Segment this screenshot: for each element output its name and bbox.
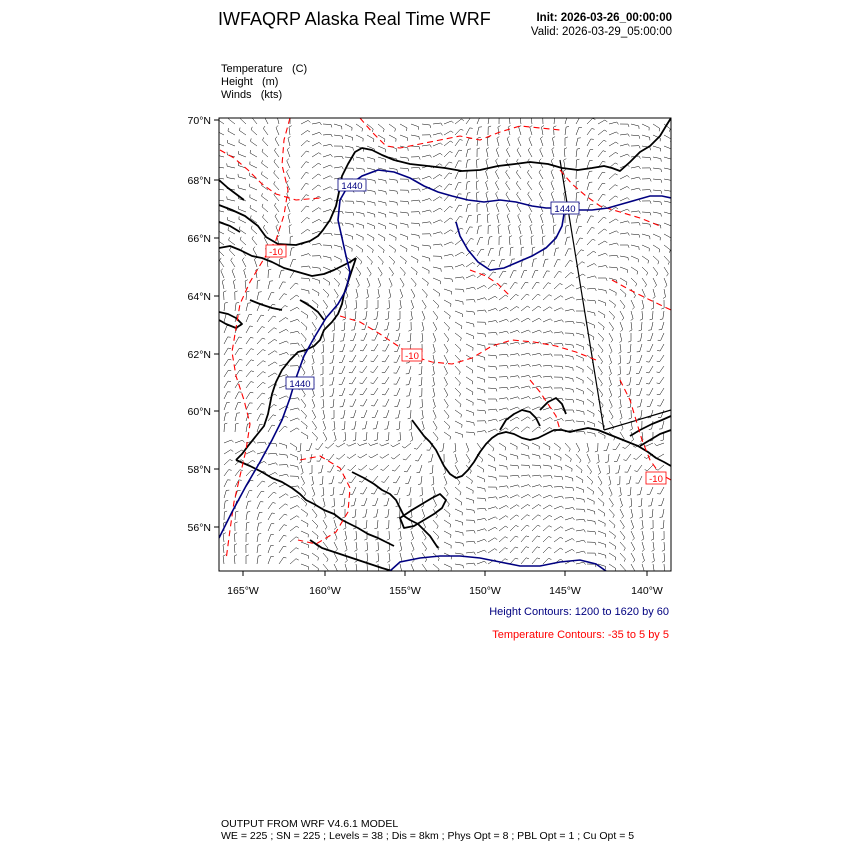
lon-label: 145°W — [549, 585, 581, 597]
lat-labels — [188, 115, 211, 534]
field-name: Temperature — [221, 63, 283, 75]
field-name: Height — [221, 76, 253, 88]
height-contour-note: Height Contours: 1200 to 1620 by 60 — [489, 606, 669, 618]
temperature-label: -10 — [649, 474, 663, 485]
field-unit: (m) — [261, 76, 279, 88]
model-config: WE = 225 ; SN = 225 ; Levels = 38 ; Dis = 8km ; Phys Opt = 8 ; PBL Opt = 1 ; Cu Opt = 5 — [221, 830, 635, 842]
lat-label: 64°N — [187, 291, 211, 303]
temperature-contour-note: Temperature Contours: -35 to 5 by 5 — [492, 629, 669, 641]
lat-ticks — [214, 120, 219, 527]
lat-label: 58°N — [187, 464, 211, 476]
lon-labels — [227, 585, 663, 597]
lon-label: 165°W — [227, 585, 259, 597]
lat-label: 66°N — [187, 233, 211, 245]
lat-label: 56°N — [187, 522, 211, 534]
init-time: Init: 2026-03-26_00:00:00 — [536, 12, 672, 24]
lon-label: 155°W — [389, 585, 421, 597]
lon-label: 160°W — [309, 585, 341, 597]
height-label: 1440 — [341, 181, 363, 192]
height-label: 1440 — [554, 204, 576, 215]
lat-label: 62°N — [187, 349, 211, 361]
field-name: Winds — [221, 89, 252, 101]
valid-time: Valid: 2026-03-29_05:00:00 — [530, 26, 672, 38]
lat-label: 68°N — [187, 175, 211, 187]
height-label: 1440 — [289, 379, 311, 390]
lon-label: 140°W — [631, 585, 663, 597]
field-unit: (C) — [291, 63, 308, 75]
lon-ticks — [243, 571, 647, 576]
model-info: OUTPUT FROM WRF V4.6.1 MODEL — [221, 818, 399, 830]
lat-label: 60°N — [187, 406, 211, 418]
temperature-label: -10 — [405, 351, 419, 362]
lon-label: 150°W — [469, 585, 501, 597]
lat-label: 70°N — [187, 115, 211, 127]
temperature-label: -10 — [269, 247, 283, 258]
field-unit: (kts) — [260, 89, 283, 101]
map-title: IWFAQRP Alaska Real Time WRF — [218, 9, 491, 29]
